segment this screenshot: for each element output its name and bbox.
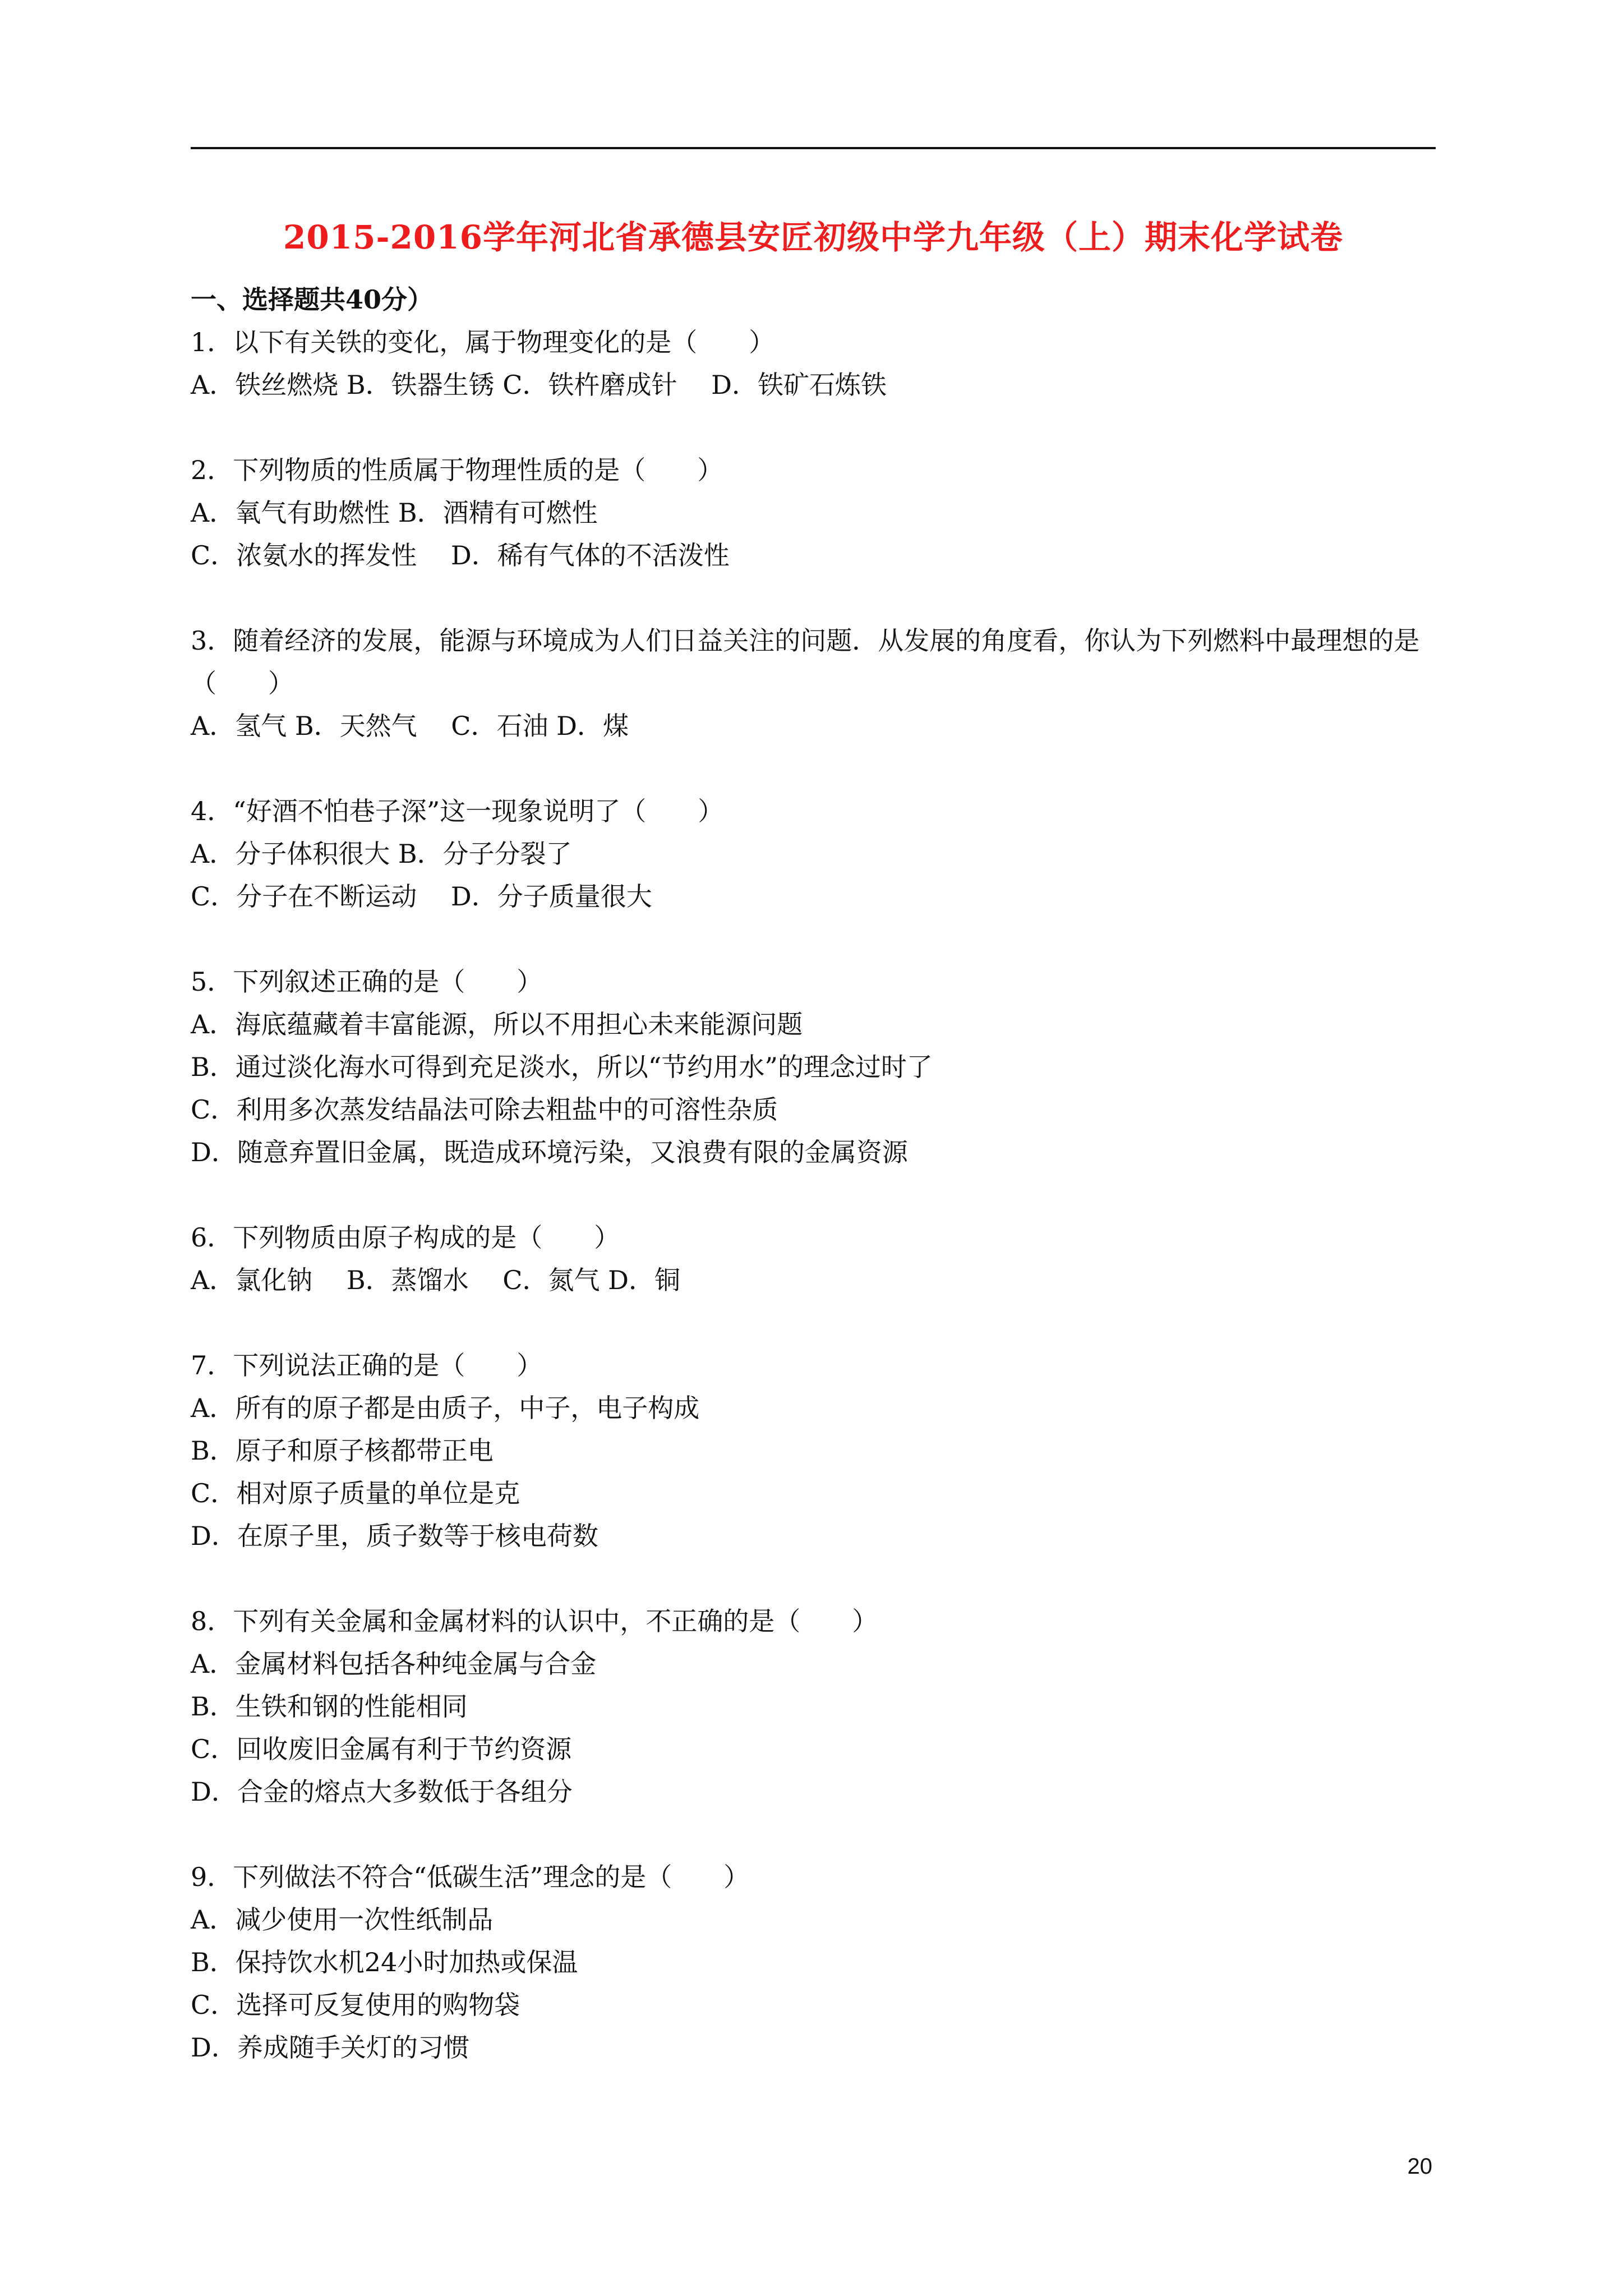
- answer-option-a: A．金属材料包括各种纯金属与合金: [191, 1649, 597, 1679]
- answer-option-d: D．养成随手关灯的习惯: [191, 2032, 469, 2063]
- answer-option-b: B．保持饮水机24小时加热或保温: [191, 1947, 578, 1977]
- answer-option-a: A．所有的原子都是由质子，中子，电子构成: [191, 1393, 700, 1423]
- answer-option-d: D．随意弃置旧金属，既造成环境污染，又浪费有限的金属资源: [191, 1137, 908, 1167]
- answer-options: A．氢气 B．天然气 C．石油 D．煤: [191, 711, 629, 741]
- answer-option-c: C．回收废旧金属有利于节约资源: [191, 1734, 572, 1764]
- answer-option-a: A．海底蕴藏着丰富能源，所以不用担心未来能源问题: [191, 1009, 803, 1039]
- question-6: [191, 1216, 1447, 1301]
- answer-option-b: B．生铁和钢的性能相同: [191, 1691, 468, 1722]
- answer-options: C．浓氨水的挥发性 D．稀有气体的不活泼性: [191, 540, 730, 570]
- question-stem: 6．下列物质由原子构成的是（ ）: [191, 1222, 620, 1253]
- answer-option-d: D．合金的熔点大多数低于各组分: [191, 1777, 573, 1807]
- question-stem: 4．“好酒不怕巷子深”这一现象说明了（ ）: [191, 796, 724, 826]
- question-stem: 3．随着经济的发展，能源与环境成为人们日益关注的问题．从发展的角度看，你认为下列燃料中最理想的是（ ）: [191, 625, 1420, 698]
- question-3: [191, 619, 1447, 747]
- question-2: [191, 449, 1447, 577]
- answer-option-a: A．减少使用一次性纸制品: [191, 1904, 494, 1935]
- answer-option-c: C．相对原子质量的单位是克: [191, 1478, 520, 1508]
- question-stem: 9．下列做法不符合“低碳生活”理念的是（ ）: [191, 1862, 750, 1892]
- page-number: 20: [1407, 2154, 1432, 2179]
- question-9: [191, 1856, 1447, 2069]
- answer-options: A．氯化钠 B．蒸馏水 C．氮气 D．铜: [191, 1265, 680, 1295]
- answer-options: C．分子在不断运动 D．分子质量很大: [191, 881, 652, 912]
- question-stem: 7．下列说法正确的是（ ）: [191, 1350, 543, 1381]
- section-title: 一、选择题共40分）: [191, 284, 434, 315]
- answer-options: A．分子体积很大 B．分子分裂了: [191, 839, 572, 869]
- answer-option-c: C．选择可反复使用的购物袋: [191, 1990, 520, 2020]
- question-stem: 1．以下有关铁的变化，属于物理变化的是（ ）: [191, 327, 775, 357]
- question-7: [191, 1344, 1447, 1557]
- question-stem: 2．下列物质的性质属于物理性质的是（ ）: [191, 455, 723, 485]
- question-8: [191, 1600, 1447, 1813]
- exam-title: 2015-2016学年河北省承德县安匠初级中学九年级（上）期末化学试卷: [283, 218, 1343, 256]
- question-5: [191, 960, 1447, 1174]
- question-stem: 5．下列叙述正确的是（ ）: [191, 967, 543, 997]
- exam-content: [191, 278, 1447, 2111]
- answer-options: A．铁丝燃烧 B．铁器生锈 C．铁杵磨成针 D．铁矿石炼铁: [191, 370, 887, 400]
- answer-options: A．氧气有助燃性 B．酒精有可燃性: [191, 498, 598, 528]
- question-stem: 8．下列有关金属和金属材料的认识中，不正确的是（ ）: [191, 1606, 878, 1636]
- answer-option-b: B．通过淡化海水可得到充足淡水，所以“节约用水”的理念过时了: [191, 1052, 933, 1082]
- answer-option-c: C．利用多次蒸发结晶法可除去粗盐中的可溶性杂质: [191, 1094, 778, 1125]
- answer-option-b: B．原子和原子核都带正电: [191, 1435, 494, 1466]
- header-rule: [191, 147, 1436, 149]
- answer-option-d: D．在原子里，质子数等于核电荷数: [191, 1521, 598, 1551]
- question-1: [191, 321, 1447, 406]
- question-4: [191, 790, 1447, 918]
